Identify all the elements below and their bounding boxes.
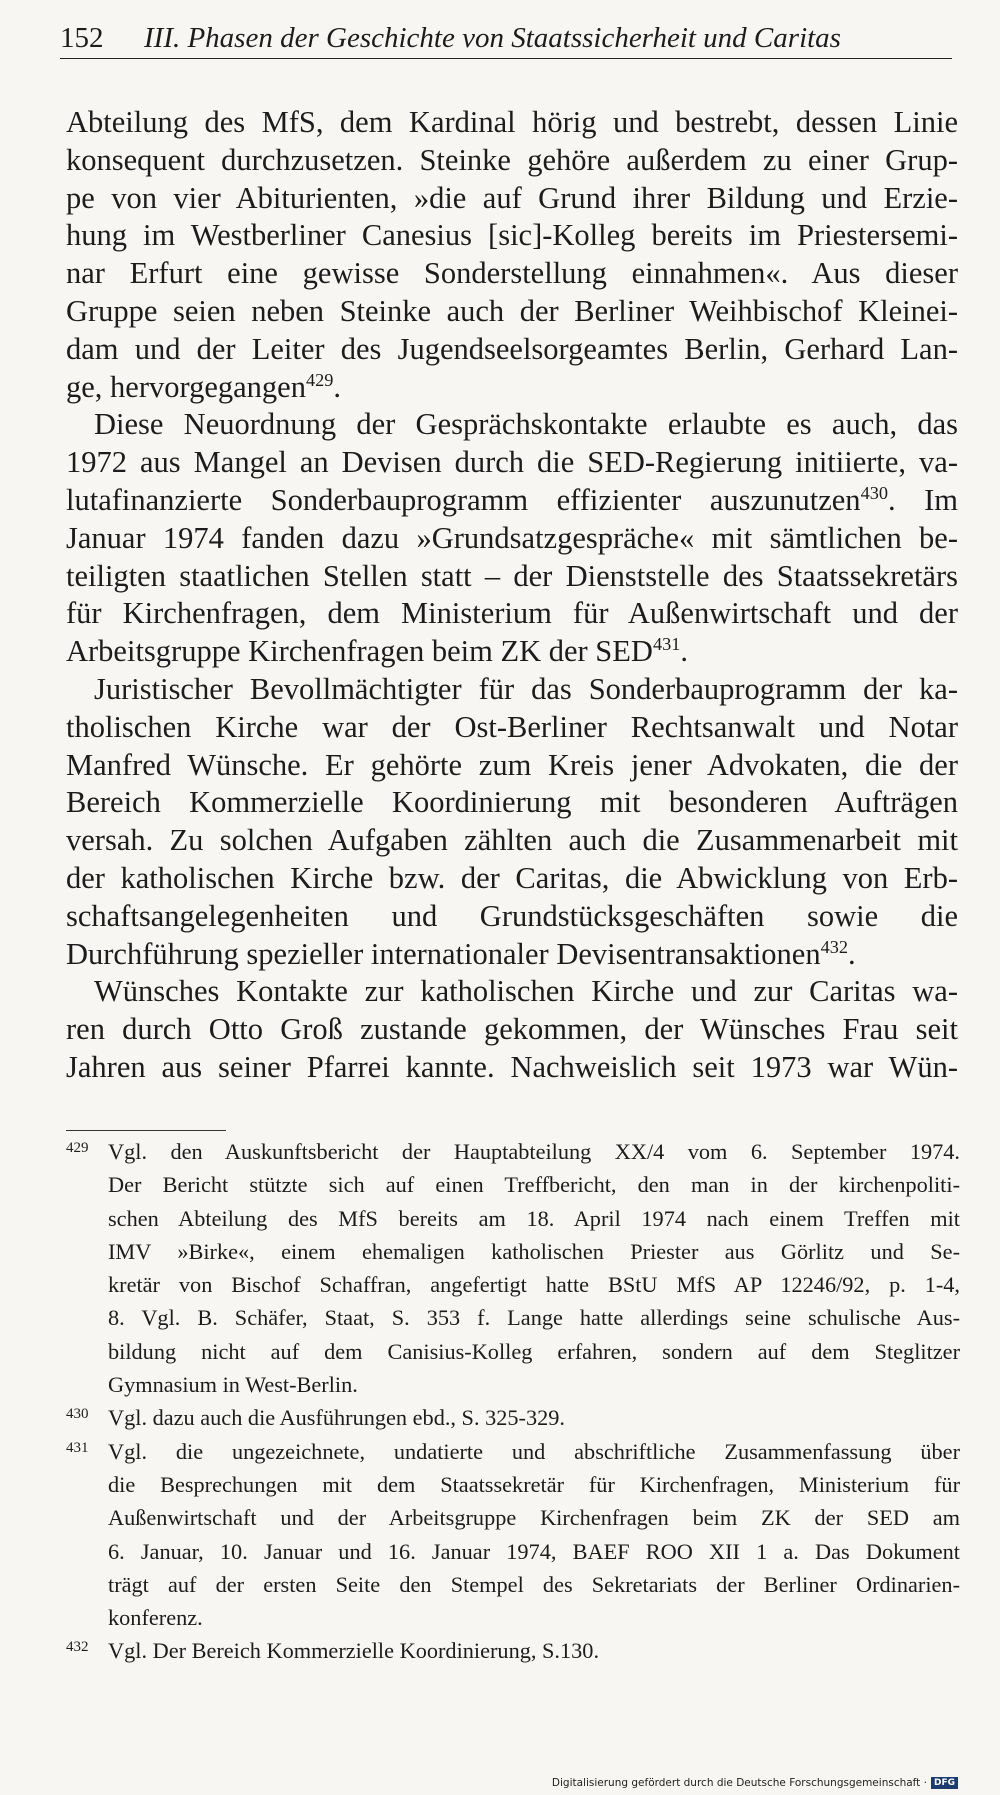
text-line: Diese Neuordnung der Gesprächskontakte erlaubte es auch, das	[94, 407, 958, 442]
footnotes	[56, 1135, 960, 1668]
footnote-number: 429	[66, 1140, 89, 1156]
text-line: ge, hervorgegangen$^{429}$.	[66, 369, 341, 404]
footnote-line: bildung nicht auf dem Canisius-Kolleg erfahren, sondern auf dem Steglitzer	[108, 1338, 960, 1364]
text-line: tholischen Kirche war der Ost-Berliner Rechtsanwalt und Notar	[66, 709, 958, 744]
text-line: versah. Zu solchen Aufgaben zählten auch die Zusammenarbeit mit	[66, 823, 958, 858]
footnote-line: Der Bericht stützte sich auf einen Treffbericht, den man in der kirchenpoliti-	[108, 1172, 960, 1198]
text-line: Durchführung spezieller internationaler Devisentransaktionen$^{432}$.	[66, 936, 856, 971]
footnote-line: trägt auf der ersten Seite den Stempel des Sekretariats der Berliner Ordinarien-	[108, 1571, 960, 1597]
footnote-ref: 432	[820, 936, 849, 957]
footnote-line: schen Abteilung des MfS bereits am 18. April 1974 nach einem Treffen mit	[108, 1205, 960, 1231]
footnote-ref: 430	[860, 482, 888, 503]
text-line: Arbeitsgruppe Kirchenfragen beim ZK der SED$^{431}$.	[66, 634, 688, 669]
dfg-logo: DFG	[931, 1777, 958, 1789]
running-header	[60, 20, 952, 59]
footnote	[56, 1401, 960, 1434]
footnote-number: 431	[66, 1439, 89, 1456]
footnote-line: Gymnasium in West-Berlin.	[108, 1372, 358, 1398]
text-line: für Kirchenfragen, dem Ministerium für Außenwirtschaft und der	[66, 596, 958, 631]
page-number: 152	[60, 22, 104, 54]
footnote	[56, 1135, 960, 1401]
text-line: Januar 1974 fanden dazu »Grundsatzgespräche« mit sämtlichen be-	[66, 520, 958, 555]
footnote-line: Vgl. dazu auch die Ausführungen ebd., S. 325-329.	[108, 1405, 565, 1431]
text-line: teiligten staatlichen Stellen statt – der Dienststelle des Staatssekretärs	[66, 558, 958, 593]
text-line: Abteilung des MfS, dem Kardinal hörig und bestrebt, dessen Linie	[66, 105, 958, 139]
footnote-ref: 429	[305, 369, 334, 390]
text-line: der katholischen Kirche bzw. der Caritas, die Abwicklung von Erb-	[66, 860, 958, 895]
text-line: ren durch Otto Groß zustande gekommen, der Wünsches Frau seit	[66, 1012, 958, 1047]
footnote-line: konferenz.	[108, 1605, 203, 1631]
footnote-line: Vgl. den Auskunftsbericht der Hauptabteilung XX/4 vom 6. September 1974.	[108, 1139, 960, 1164]
footnote-line: 8. Vgl. B. Schäfer, Staat, S. 353 f. Lange hatte allerdings seine schulische Aus-	[108, 1305, 960, 1331]
footnote-line: Vgl. die ungezeichnete, undatierte und abschriftliche Zusammenfassung über	[108, 1438, 960, 1464]
text-line: dam und der Leiter des Jugendseelsorgeamtes Berlin, Gerhard Lan-	[66, 331, 958, 366]
text-line: hung im Westberliner Canesius [sic]-Kolleg bereits im Priestersemi-	[66, 218, 958, 253]
footnote-line: 6. Januar, 10. Januar und 16. Januar 1974, BAEF ROO XII 1 a. Das Dokument	[108, 1538, 960, 1564]
text-line: Wünsches Kontakte zur katholischen Kirche und zur Caritas wa-	[94, 974, 958, 1009]
text-line: Juristischer Bevollmächtigter für das Sonderbauprogramm der ka-	[94, 671, 958, 706]
footnote-number: 432	[66, 1639, 89, 1656]
footnote-line: IMV »Birke«, einem ehemaligen katholischen Priester aus Görlitz und Se-	[108, 1238, 960, 1264]
text-line: Manfred Wünsche. Er gehörte zum Kreis jener Advokaten, die der	[66, 747, 958, 782]
footnote	[56, 1435, 960, 1635]
footnote	[56, 1634, 960, 1667]
footnote-number: 430	[66, 1406, 89, 1423]
text-line: Jahren aus seiner Pfarrei kannte. Nachweislich seit 1973 war Wün-	[66, 1049, 958, 1084]
text-line: nar Erfurt eine gewisse Sonderstellung einnahmen«. Aus dieser	[66, 256, 958, 291]
digitization-credit	[552, 1777, 958, 1789]
footnote-divider	[66, 1130, 226, 1131]
text-line: schaftsangelegenheiten und Grundstücksgeschäften sowie die	[66, 898, 958, 933]
footnote-line: Außenwirtschaft und der Arbeitsgruppe Kirchenfragen beim ZK der SED am	[108, 1505, 960, 1531]
footnote-line: Vgl. Der Bereich Kommerzielle Koordinierung, S.130.	[108, 1638, 600, 1664]
text-line: Bereich Kommerzielle Koordinierung mit besonderen Aufträgen	[66, 785, 958, 820]
footnote-line: kretär von Bischof Schaffran, angefertigt hatte BStU MfS AP 12246/92, p. 1-4,	[108, 1272, 960, 1298]
text-line: konsequent durchzusetzen. Steinke gehöre außerdem zu einer Grup-	[66, 142, 958, 177]
footnote-ref: 431	[652, 634, 681, 654]
running-title: III. Phasen der Geschichte von Staatssicherheit und Caritas	[144, 22, 841, 54]
text-line: pe von vier Abiturienten, »die auf Grund ihrer Bildung und Erzie-	[66, 180, 958, 215]
text-line: lutafinanzierte Sonderbauprogramm effizienter auszunutzen$^{430}$. Im	[66, 482, 958, 517]
main-text	[66, 104, 958, 1087]
credit-text: Digitalisierung gefördert durch die Deutsche Forschungsgemeinschaft ·	[551, 1777, 927, 1789]
text-line: 1972 aus Mangel an Devisen durch die SED-Regierung initiierte, va-	[66, 445, 958, 480]
text-line: Gruppe seien neben Steinke auch der Berliner Weihbischof Kleinei-	[66, 293, 958, 328]
footnote-line: die Besprechungen mit dem Staatssekretär für Kirchenfragen, Ministerium für	[108, 1471, 960, 1497]
